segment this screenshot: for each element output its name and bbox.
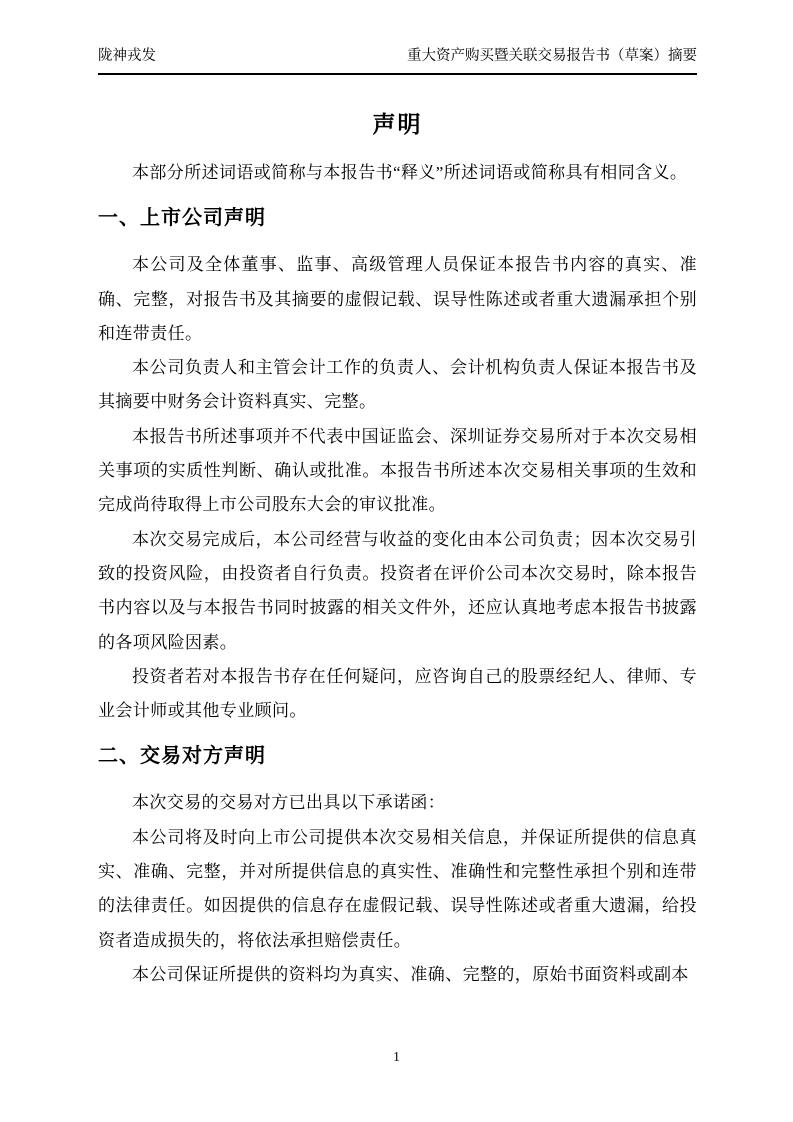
document-title: 声明 xyxy=(372,111,423,137)
paragraph: 本公司保证所提供的资料均为真实、准确、完整的，原始书面资料或副本 xyxy=(132,964,689,984)
paragraph: 本公司将及时向上市公司提供本次交易相关信息，并保证所提供的信息真实、准确、完整，并对所提供信息的真实性、准确性和完整性承担个别和连带的法律责任。如因提供的信息存在虚假记载、误导性陈述或者重大遗漏，给投资者造成损失的，将依法承担赔偿责任。 xyxy=(98,827,697,950)
paragraph: 投资者若对本报告书存在任何疑问，应咨询自己的股票经纪人、律师、专业会计师或其他专业顾问。 xyxy=(98,666,697,721)
page-header xyxy=(98,46,697,75)
paragraph: 本公司及全体董事、监事、高级管理人员保证本报告书内容的真实、准确、完整，对报告书及其摘要的虚假记载、误导性陈述或者重大遗漏承担个别和连带责任。 xyxy=(98,255,697,343)
paragraph: 本次交易完成后，本公司经营与收益的变化由本公司负责；因本次交易引致的投资风险，由投资者自行负责。投资者在评价公司本次交易时，除本报告书内容以及与本报告书同时披露的相关文件外，还应认真地考虑本报告书披露的各项风险因素。 xyxy=(98,529,697,652)
intro-paragraph: 本部分所述词语或简称与本报告书“释义”所述词语或简称具有相同含义。 xyxy=(132,163,688,182)
section-heading-listed-company-statement: 一、上市公司声明 xyxy=(98,207,266,230)
header-company-name: 陇神戎发 xyxy=(98,48,156,64)
header-report-title: 重大资产购买暨关联交易报告书（草案）摘要 xyxy=(407,48,697,64)
paragraph: 本次交易的交易对方已出具以下承诺函： xyxy=(132,793,446,813)
paragraph: 本公司负责人和主管会计工作的负责人、会计机构负责人保证本报告书及其摘要中财务会计资料真实、完整。 xyxy=(98,358,697,412)
page-number: 1 xyxy=(393,1049,400,1064)
section-heading-counterparty-statement: 二、交易对方声明 xyxy=(98,745,266,768)
paragraph: 本报告书所述事项并不代表中国证监会、深圳证券交易所对于本次交易相关事项的实质性判断、确认或批准。本报告书所述本次交易相关事项的生效和完成尚待取得上市公司股东大会的审议批准。 xyxy=(98,426,697,515)
